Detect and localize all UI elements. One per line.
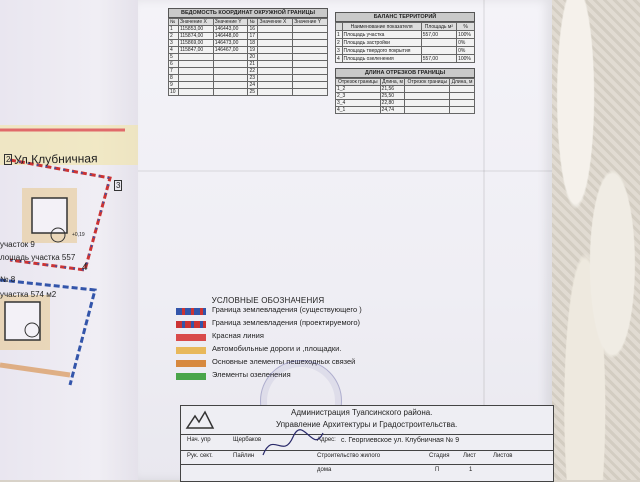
legend-label: Автомобильные дороги и ,площадки.	[212, 344, 342, 353]
legend-item	[168, 305, 418, 318]
segments-table	[335, 68, 475, 114]
segment-row-cell	[450, 100, 475, 107]
coord-row-cell: 8	[169, 75, 179, 82]
segment-row-cell: 2_3	[336, 93, 381, 100]
legend-label: Граница землевладения (проектируемого)	[212, 318, 361, 327]
org-line-1: Администрация Туапсинского района.	[291, 408, 433, 417]
segments-header: Длина, м	[380, 79, 405, 86]
segments-title: ДЛИНА ОТРЕЗКОВ ГРАНИЦЫ	[335, 68, 475, 78]
coord-row-cell	[258, 47, 293, 54]
stage-value: П	[435, 467, 440, 473]
balance-body	[336, 31, 475, 63]
legend-swatch	[176, 321, 206, 328]
point-elevation-label: +0,19	[72, 232, 85, 238]
balance-row-cell: Площадь участка	[342, 31, 421, 39]
legend-item	[168, 331, 418, 344]
coord-row-cell	[293, 47, 328, 54]
coord-row-cell	[258, 68, 293, 75]
balance-row-cell: 100%	[457, 31, 475, 39]
legend-label: Граница землевладения (существующего )	[212, 305, 362, 314]
segment-row-cell: 21,56	[380, 86, 405, 93]
plot-9-label: участок 9	[0, 240, 35, 249]
stage-header: Стадия	[429, 453, 450, 459]
coord-row-cell	[258, 82, 293, 89]
balance-row-cell: 557,00	[421, 55, 456, 63]
legend-item	[168, 318, 418, 331]
coord-header: Значение Y	[213, 19, 248, 26]
coord-row-cell	[293, 26, 328, 33]
coordinates-body	[169, 26, 328, 96]
coord-row-cell	[213, 54, 248, 61]
coord-row-cell: 6	[169, 61, 179, 68]
balance-row-cell	[421, 39, 456, 47]
paper-fold-horizontal	[138, 170, 552, 172]
coord-row-cell: 1	[169, 26, 179, 33]
coord-row-cell	[293, 33, 328, 40]
coord-row-cell: 20	[248, 54, 258, 61]
segment-row	[336, 100, 475, 107]
coord-header: Значение Х	[258, 19, 293, 26]
balance-row	[336, 47, 475, 55]
coord-row-cell: 146448,00	[213, 33, 248, 40]
coord-row-cell	[178, 68, 213, 75]
coord-row-cell: 24	[248, 82, 258, 89]
sheet-value: 1	[469, 467, 473, 473]
balance-row-cell	[421, 47, 456, 55]
coord-row	[169, 33, 328, 40]
coord-row-cell: 4	[169, 47, 179, 54]
coord-row	[169, 47, 328, 54]
balance-row	[336, 55, 475, 63]
coord-header: №	[248, 19, 258, 26]
coord-row	[169, 40, 328, 47]
coord-row-cell	[293, 40, 328, 47]
balance-row-cell: 4	[336, 55, 343, 63]
legend-label: Элементы озеленения	[212, 370, 291, 379]
coord-row-cell: 146467,00	[213, 47, 248, 54]
handwritten-signature	[258, 425, 328, 465]
segment-row	[336, 107, 475, 114]
segments-header: Длина, м	[450, 79, 475, 86]
segment-row-cell	[450, 107, 475, 114]
legend-item	[168, 344, 418, 357]
coord-row-cell	[213, 75, 248, 82]
coord-row-cell	[258, 89, 293, 96]
corner-2-label: 2	[6, 155, 11, 164]
coord-row-cell	[258, 40, 293, 47]
role-sector: Рук. сект.	[187, 453, 213, 459]
coord-row-cell: 16	[248, 26, 258, 33]
coord-row	[169, 89, 328, 96]
coord-row-cell	[293, 75, 328, 82]
segment-row-cell	[405, 93, 450, 100]
coord-row-cell	[293, 68, 328, 75]
balance-row-cell: 2	[336, 39, 343, 47]
coord-row	[169, 68, 328, 75]
coord-row-cell: 5	[169, 54, 179, 61]
coordinates-table	[168, 8, 328, 96]
coord-row-cell: 115874,00	[178, 33, 213, 40]
segment-row-cell: 22,80	[380, 100, 405, 107]
segment-row-cell: 4_1	[336, 107, 381, 114]
coord-row	[169, 61, 328, 68]
coord-row-cell	[293, 82, 328, 89]
balance-row	[336, 39, 475, 47]
coord-row-cell: 7	[169, 68, 179, 75]
segments-header: Отрезок границы	[405, 79, 450, 86]
address-value: с. Георгиевское ул. Клубничная № 9	[341, 437, 460, 444]
segment-row-cell	[405, 86, 450, 93]
lace-tablecloth	[548, 0, 640, 480]
legend-swatch	[176, 308, 206, 315]
balance-table	[335, 12, 475, 63]
plot-8-area: участка 574 м2	[0, 290, 57, 299]
coord-row-cell: 19	[248, 47, 258, 54]
balance-title: БАЛАНС ТЕРРИТОРИЙ	[335, 12, 475, 22]
legend-title: УСЛОВНЫЕ ОБОЗНАЧЕНИЯ	[211, 296, 325, 305]
coord-row-cell	[258, 33, 293, 40]
balance-row-cell: 3	[336, 47, 343, 55]
coord-row-cell	[178, 61, 213, 68]
coord-row-cell	[293, 89, 328, 96]
title-row-2	[181, 450, 553, 465]
title-block	[180, 405, 554, 482]
legend-label: Красная линия	[212, 331, 264, 340]
balance-row	[336, 31, 475, 39]
coord-row-cell	[178, 89, 213, 96]
coord-row	[169, 54, 328, 61]
segments-body	[336, 86, 475, 114]
plot-8-label: № 8	[0, 275, 16, 284]
corner-4-label: 4	[82, 262, 88, 273]
coord-header: Значение Х	[178, 19, 213, 26]
coord-header: №	[169, 19, 179, 26]
coord-row-cell: 3	[169, 40, 179, 47]
coord-row-cell	[213, 82, 248, 89]
segment-row	[336, 86, 475, 93]
coord-row-cell	[258, 26, 293, 33]
balance-row-cell: 100%	[457, 55, 475, 63]
segment-row-cell	[405, 100, 450, 107]
coord-row-cell: 9	[169, 82, 179, 89]
sheets-header: Листов	[493, 453, 513, 459]
coord-row	[169, 26, 328, 33]
balance-row-cell: 0%	[457, 39, 475, 47]
balance-row-cell: Площадь застройки	[342, 39, 421, 47]
coord-row-cell	[178, 82, 213, 89]
title-row-3	[181, 464, 553, 479]
segment-row-cell: 24,74	[380, 107, 405, 114]
segment-row-cell	[450, 86, 475, 93]
coord-row-cell: 21	[248, 61, 258, 68]
balance-row-cell: 1	[336, 31, 343, 39]
coord-row	[169, 75, 328, 82]
segment-row-cell: 1_2	[336, 86, 381, 93]
left-paper-page	[0, 0, 140, 480]
coord-row-cell	[293, 61, 328, 68]
street-name-label: Ул.Клубничная	[13, 151, 98, 167]
segment-row-cell	[405, 107, 450, 114]
corner-3-label: 3	[116, 181, 121, 190]
legend-label: Основные элементы пешеходных связей	[212, 357, 356, 366]
coord-row-cell	[213, 89, 248, 96]
coord-row-cell	[258, 54, 293, 61]
legend-swatch	[176, 373, 206, 380]
coord-header: Значение Y	[293, 19, 328, 26]
balance-header: Наименование показателя	[342, 23, 421, 31]
object-name: Строительство жилого	[317, 453, 381, 459]
balance-header: Площадь м²	[421, 23, 456, 31]
coord-row-cell: 146443,00	[213, 26, 248, 33]
balance-row-cell: 557,00	[421, 31, 456, 39]
segments-header: Отрезок границы	[336, 79, 381, 86]
balance-row-cell: Площадь твердого покрытия	[342, 47, 421, 55]
plot-9-area: лощадь участка 557	[0, 253, 76, 262]
coord-row-cell: 18	[248, 40, 258, 47]
org-line-2: Управление Архитектуры и Градостроительства.	[276, 420, 458, 429]
coord-row-cell: 2	[169, 33, 179, 40]
coord-row-cell: 115853,00	[178, 26, 213, 33]
role-head: Нач. упр	[187, 437, 211, 443]
coord-row-cell: 146473,00	[213, 40, 248, 47]
coord-row-cell: 10	[169, 89, 179, 96]
coord-row-cell	[213, 61, 248, 68]
balance-row-cell: Площадь озеленения	[342, 55, 421, 63]
object-name-2: дома	[317, 467, 332, 473]
paper-sheet	[138, 0, 552, 480]
title-row-1	[181, 434, 553, 449]
segment-row	[336, 93, 475, 100]
sheet-header: Лист	[463, 453, 477, 459]
coord-row-cell	[178, 54, 213, 61]
coord-row-cell	[258, 75, 293, 82]
coord-row	[169, 82, 328, 89]
name-head: Щербаков	[233, 437, 262, 443]
balance-row-cell: 0%	[457, 47, 475, 55]
coord-row-cell: 23	[248, 75, 258, 82]
coord-row-cell	[213, 68, 248, 75]
legend-swatch	[176, 334, 206, 341]
coord-row-cell	[178, 75, 213, 82]
coord-row-cell: 115869,00	[178, 40, 213, 47]
coord-row-cell: 25	[248, 89, 258, 96]
address-label: Адрес:	[317, 437, 336, 443]
coord-row-cell: 115847,00	[178, 47, 213, 54]
legend-swatch	[176, 347, 206, 354]
balance-header: %	[457, 23, 475, 31]
legend-swatch	[176, 360, 206, 367]
segment-row-cell	[450, 93, 475, 100]
coord-row-cell: 22	[248, 68, 258, 75]
segment-row-cell: 25,50	[380, 93, 405, 100]
architecture-logo-icon	[185, 410, 215, 430]
coord-row-cell: 17	[248, 33, 258, 40]
coordinates-title: ВЕДОМОСТЬ КООРДИНАТ ОКРУЖНОЙ ГРАНИЦЫ	[168, 8, 328, 18]
segment-row-cell: 3_4	[336, 100, 381, 107]
name-sector: Пайлин	[233, 453, 255, 459]
coord-row-cell	[258, 61, 293, 68]
coord-row-cell	[293, 54, 328, 61]
